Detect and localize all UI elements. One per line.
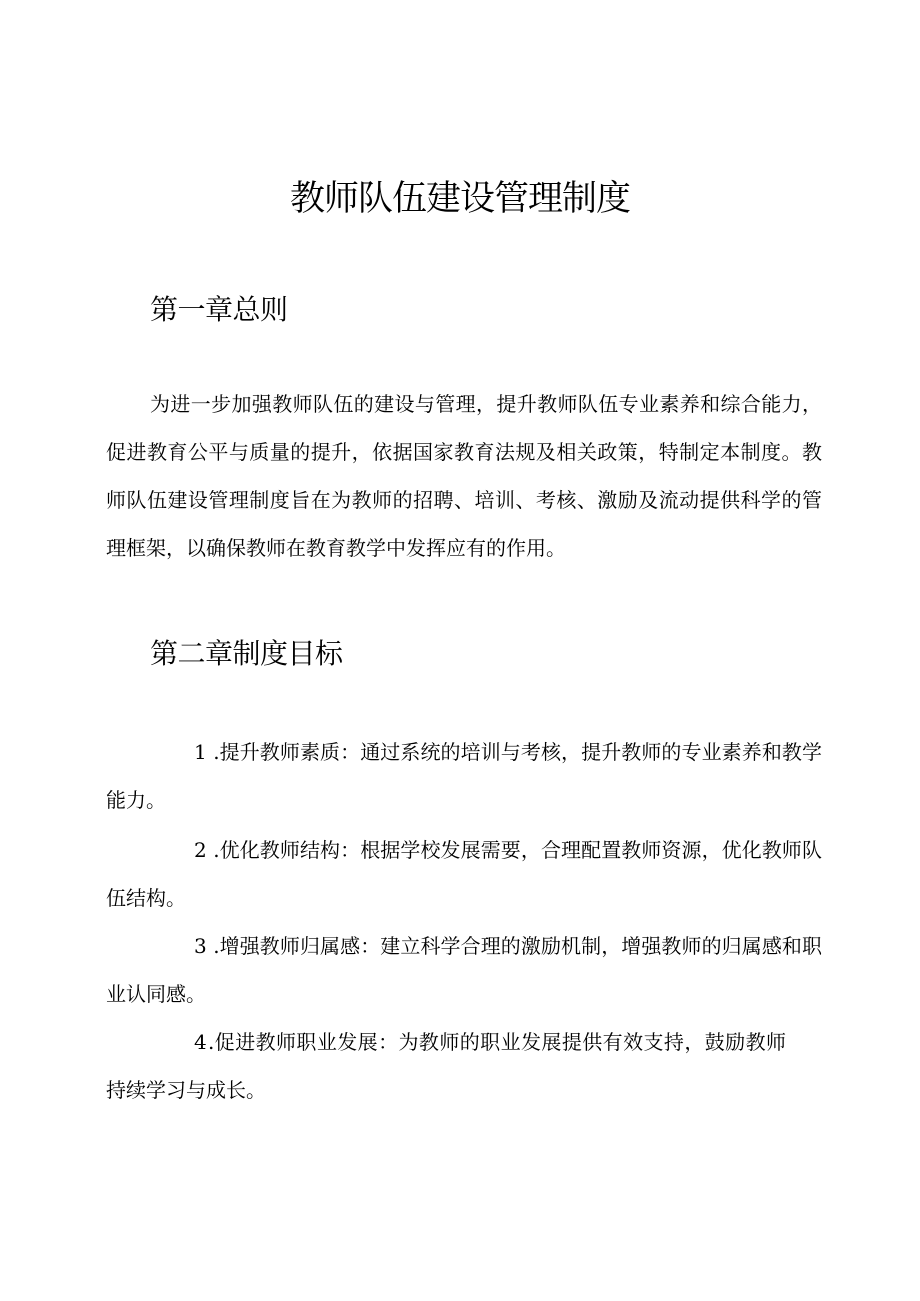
goal-item-1-number: 1 — [194, 740, 207, 764]
chapter-1-paragraph: 为进一步加强教师队伍的建设与管理，提升教师队伍专业素养和综合能力，促进教育公平与质量的提升，依据国家教育法规及相关政策，特制定本制度。教师队伍建设管理制度旨在为教师的招聘、培训、考核、激励及流动提供科学的管理框架，以确保教师在教育教学中发挥应有的作用。 — [106, 392, 822, 560]
goal-item-3-number: 3 — [194, 934, 207, 958]
document-title: 教师队伍建设管理制度 — [289, 179, 630, 219]
goal-item-1-text: .提升教师素质：通过系统的培训与考核，提升教师的专业素养和教学能力。 — [106, 740, 823, 812]
goal-item-2 — [106, 826, 822, 922]
goal-item-1 — [106, 728, 822, 824]
goal-item-2-text: .优化教师结构：根据学校发展需要，合理配置教师资源，优化教师队伍结构。 — [106, 838, 823, 910]
goal-item-2-number: 2 — [194, 838, 207, 862]
goal-item-3 — [106, 922, 822, 1018]
goal-item-4 — [106, 1018, 786, 1114]
goal-item-3-text: .增强教师归属感：建立科学合理的激励机制，增强教师的归属感和职业认同感。 — [106, 934, 823, 1006]
chapter-1-heading: 第一章总则 — [150, 293, 288, 326]
chapter-2-heading: 第二章制度目标 — [150, 637, 343, 670]
goal-item-4-text: .促进教师职业发展：为教师的职业发展提供有效支持，鼓励教师持续学习与成长。 — [106, 1030, 786, 1102]
goal-item-4-number: 4 — [194, 1030, 207, 1054]
